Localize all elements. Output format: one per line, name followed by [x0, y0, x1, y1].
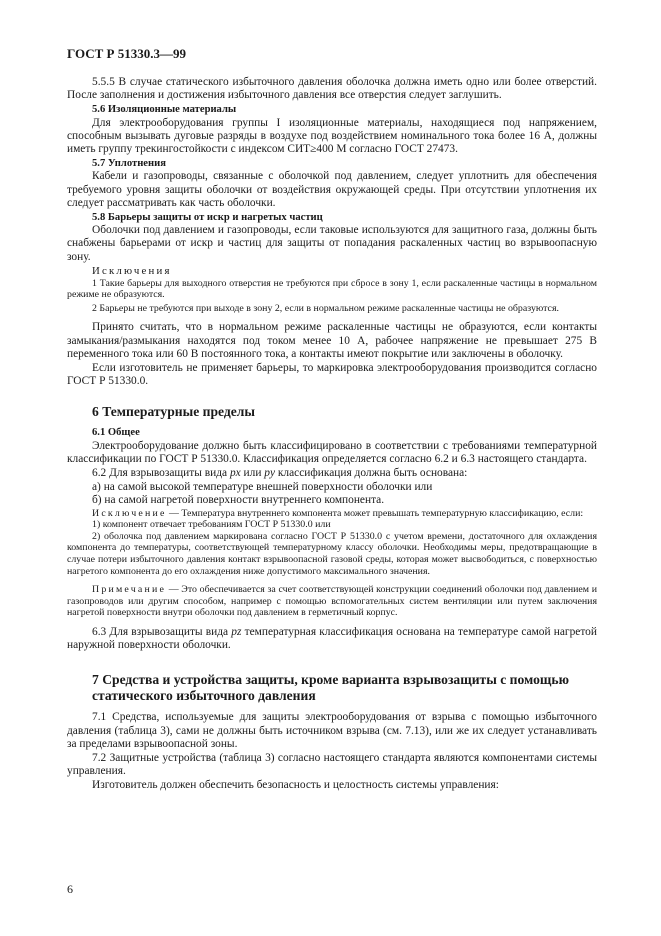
exception-6-2-item-1: 1) компонент отвечает требованиям ГОСТ Р 51330.0 или	[92, 519, 331, 531]
heading-5-7: 5.7 Уплотнения	[92, 158, 166, 170]
paragraph-7-1: 7.1 Средства, используемые для защиты электрооборудования от взрыва с помощью избыточного давления (таблица 3), сами не должны быть источником взрыва (см. 7.13), или же их следует устанавливать за пределами взрывоопасной зоны.	[67, 711, 597, 750]
heading-section-6: 6 Температурные пределы	[92, 404, 256, 420]
paragraph-7-2: 7.2 Защитные устройства (таблица 3) согласно настоящего стандарта являются компонентами системы управления.	[67, 752, 597, 778]
paragraph-5-5-5: 5.5.5 В случае статического избыточного давления оболочка должна иметь одно или более отверстий. После заполнения и достижения избыточного давления все отверстия следует заглушить.	[67, 76, 597, 102]
heading-5-8: 5.8 Барьеры защиты от искр и нагретых частиц	[92, 212, 323, 224]
heading-section-7: 7 Средства и устройства защиты, кроме варианта взрывозащиты с помощью статического избыточного давления	[92, 672, 569, 704]
exception-1: 1 Такие барьеры для выходного отверстия не требуются при сбросе в зону 1, если раскаленные частицы в нормальном режиме не образуются.	[67, 277, 597, 301]
exception-2: 2 Барьеры не требуются при выходе в зону 2, если в нормальном режиме раскаленные частицы не образуются.	[92, 302, 559, 314]
paragraph-5-6: Для электрооборудования группы I изоляционные материалы, находящиеся под напряжением, способным вызывать дуговые разряды в воздухе под воздействием номинального тока более 16 А, должны иметь группу трекингостойкости с индексом СИТ≥400 М согласно ГОСТ 27473.	[67, 116, 597, 156]
note-6-2: Примечание — Это обеспечивается за счет соответствующей конструкции соединений оболочки под давлением и газопроводов или другим способом, например с помощью вспомогательных систем вентиляции или путем заключения нагретой поверхности внутри оболочки под давлением в герметичный корпус.	[67, 584, 597, 619]
heading-5-6: 5.6 Изоляционные материалы	[92, 104, 237, 116]
paragraph-5-8-c: Если изготовитель не применяет барьеры, то маркировка электрооборудования производится согласно ГОСТ Р 51330.0.	[67, 362, 597, 388]
heading-6-1: 6.1 Общее	[92, 427, 140, 439]
paragraph-6-1: Электрооборудование должно быть классифицировано в соответствии с требованиями температурной классификации по ГОСТ Р 51330.0. Классификация определяется согласно 6.2 и 6.3 настоящего стандарта.	[67, 439, 597, 465]
paragraph-6-3: 6.3 Для взрывозащиты вида pz температурная классификация основана на температуре самой нагретой наружной поверхности оболочки.	[67, 626, 597, 652]
document-header: ГОСТ Р 51330.3—99	[67, 46, 186, 61]
paragraph-5-8-b: Принято считать, что в нормальном режиме раскаленные частицы не образуются, если контакты замыкания/размыкания находятся под током менее 10 А, рабочее напряжение не превышает 275 В переменного тока или 60 В постоянного тока, а контакты имеют покрытие или заключены в оболочку.	[67, 321, 597, 360]
list-item-b: б) на самой нагретой поверхности внутреннего компонента.	[92, 494, 385, 507]
exception-6-2-item-2: 2) оболочка под давлением маркирована согласно ГОСТ Р 51330.0 с учетом времени, достаточного для охлаждения компонента до температуры, соответствующей температурному классу оболочки. Необходимы меры, предотвращающие в случае потери избыточного давления контакт взрывоопасной газовой среды, которая может высвободиться, с поверхностью нагретого компонента до его охлаждения ниже допустимого максимального значения.	[67, 530, 597, 577]
exception-6-2: Исключение — Температура внутреннего компонента может превышать температурную классификацию, если:	[92, 507, 584, 519]
paragraph-7-2-b: Изготовитель должен обеспечить безопасность и целостность системы управления:	[92, 779, 499, 792]
page-number: 6	[67, 882, 73, 896]
paragraph-5-8: Оболочки под давлением и газопроводы, если таковые используются для защитного газа, должны быть снабжены барьерами от искр и частиц для защиты от попадания раскаленных частиц во взрывоопасную зону.	[67, 224, 597, 263]
document-body	[67, 76, 597, 794]
list-item-a: а) на самой высокой температуре внешней поверхности оболочки или	[92, 481, 433, 494]
paragraph-5-7: Кабели и газопроводы, связанные с оболочкой под давлением, следует уплотнить для обеспечения требуемого уровня защиты оболочки от воздействия окружающей среды. При отсутствии уплотнения их следует рассматривать как часть оболочки.	[67, 170, 597, 209]
exceptions-heading: Исключения	[92, 264, 172, 277]
paragraph-6-2: 6.2 Для взрывозащиты вида px или py классификация должна быть основана:	[92, 467, 468, 480]
